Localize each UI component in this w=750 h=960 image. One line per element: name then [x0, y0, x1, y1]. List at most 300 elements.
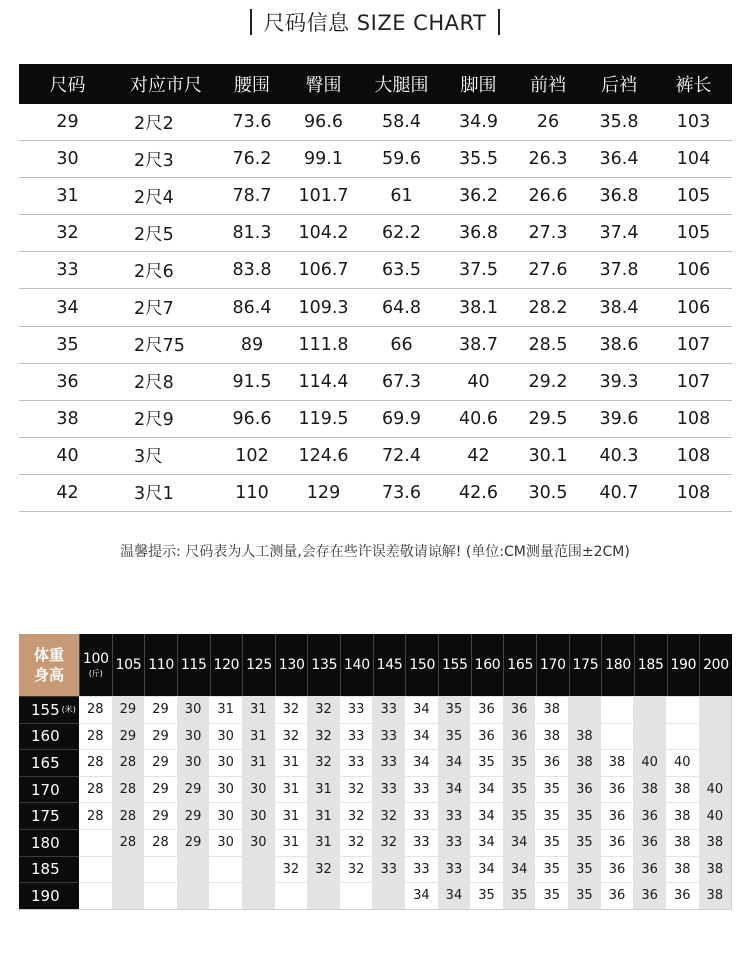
fit-table-header	[19, 634, 732, 696]
fit-table-cell: 28	[79, 723, 112, 750]
fit-table-cell: 30	[209, 723, 242, 750]
fit-table-cell	[242, 882, 275, 909]
fit-table-cell	[209, 882, 242, 909]
size-table-row	[19, 438, 732, 475]
fit-table-cell: 32	[372, 829, 405, 856]
size-table-row	[19, 104, 732, 141]
weight-value: 100	[82, 651, 109, 667]
size-table-cell: 30	[56, 149, 79, 170]
size-table-cell: 86.4	[232, 297, 272, 318]
fit-table-cell: 36	[601, 776, 634, 803]
fit-table-cell	[79, 882, 112, 909]
fit-table-corner	[19, 634, 79, 696]
weight-value: 165	[507, 657, 534, 673]
fit-table-row	[19, 776, 731, 803]
size-table	[19, 64, 732, 512]
fit-table-cell: 28	[112, 749, 145, 776]
size-chart-title	[0, 5, 750, 39]
size-table-cell: 27.6	[528, 260, 568, 281]
weight-column-header	[144, 634, 177, 696]
size-table-cell: 124.6	[298, 445, 349, 466]
fit-table-cell: 38	[666, 802, 699, 829]
size-table-cell: 38	[56, 408, 79, 429]
size-table-cell: 66	[390, 334, 413, 355]
fit-table-row	[19, 802, 731, 829]
size-table-cell: 39.6	[599, 408, 639, 429]
fit-table-cell: 40	[666, 749, 699, 776]
size-table-cell: 42	[467, 445, 490, 466]
size-table-cell: 42	[56, 482, 79, 503]
size-table-cell: 108	[676, 408, 711, 429]
fit-table-cell	[372, 882, 405, 909]
weight-column-header	[373, 634, 406, 696]
weight-column-header	[177, 634, 210, 696]
size-table-cell: 40.6	[459, 408, 498, 429]
size-table-cell: 40	[467, 371, 490, 392]
fit-table-cell	[633, 723, 666, 750]
fit-table-cell: 33	[405, 829, 438, 856]
fit-table-cell: 28	[112, 829, 145, 856]
size-table-header-cell: 腰围	[234, 75, 270, 96]
fit-table-cell: 36	[666, 882, 699, 909]
size-table-cell: 28.2	[528, 297, 568, 318]
size-table-cell: 28.5	[528, 334, 568, 355]
fit-table-cell: 32	[275, 856, 308, 883]
fit-table-cell: 31	[307, 776, 340, 803]
measurement-note: 温馨提示: 尺码表为人工测量,会存在些许误差敬请谅解! (单位:CM测量范围±2CM)	[120, 544, 630, 560]
height-row-header	[19, 776, 79, 803]
fit-table-cell: 36	[503, 696, 536, 723]
fit-table-cell: 30	[209, 776, 242, 803]
fit-table-cell	[633, 696, 666, 723]
weight-value: 140	[344, 657, 370, 673]
fit-table-row	[19, 749, 731, 776]
size-table-cell: 106	[676, 297, 711, 318]
size-table-cell: 29.5	[528, 408, 568, 429]
height-row-header	[19, 802, 79, 829]
fit-table-cell: 36	[601, 802, 634, 829]
size-table-cell: 104.2	[298, 223, 349, 244]
weight-value: 185	[637, 657, 664, 673]
fit-table-cell: 32	[307, 723, 340, 750]
fit-table-cell: 40	[633, 749, 666, 776]
fit-table-cell	[666, 696, 699, 723]
size-table-cell: 78.7	[232, 186, 272, 207]
fit-table-cell: 35	[503, 776, 536, 803]
weight-value: 105	[115, 657, 142, 673]
fit-table-cell: 34	[405, 723, 438, 750]
fit-table-cell: 29	[177, 776, 210, 803]
fit-table-cell: 32	[340, 776, 373, 803]
fit-table-cell: 35	[470, 749, 503, 776]
size-table-row	[19, 178, 732, 215]
fit-table-cell: 33	[405, 776, 438, 803]
size-table-cell: 2尺3	[134, 150, 174, 171]
size-table-cell: 3尺	[134, 447, 163, 468]
fit-table-cell: 33	[405, 802, 438, 829]
fit-table-cell	[601, 723, 634, 750]
fit-table-cell: 32	[340, 802, 373, 829]
size-table-cell: 39.3	[599, 371, 639, 392]
size-table-cell: 36.4	[599, 149, 639, 170]
size-table-row	[19, 141, 732, 178]
size-table-cell: 107	[676, 334, 711, 355]
fit-table-cell: 33	[372, 749, 405, 776]
fit-table-cell: 34	[470, 776, 503, 803]
size-table-cell: 26.3	[528, 149, 568, 170]
weight-value: 125	[246, 657, 272, 673]
size-table-row	[19, 215, 732, 252]
height-value: 175	[31, 807, 60, 826]
fit-table-cell: 30	[177, 749, 210, 776]
fit-table-cell	[177, 856, 210, 883]
size-table-header-cell: 对应市尺	[130, 75, 202, 96]
size-table-cell: 2尺7	[134, 299, 174, 320]
fit-table-cell	[79, 829, 112, 856]
corner-weight-label: 体重	[33, 646, 64, 664]
size-table-cell: 34.9	[459, 112, 498, 133]
fit-table-cell: 35	[503, 882, 536, 909]
size-table-cell: 101.7	[298, 186, 349, 207]
size-table-cell: 34	[56, 297, 79, 318]
weight-value: 180	[605, 657, 631, 673]
fit-table-cell: 33	[372, 856, 405, 883]
size-table-cell: 99.1	[304, 149, 343, 170]
weight-column-header	[405, 634, 438, 696]
size-table-row	[19, 401, 732, 438]
weight-value: 145	[376, 657, 403, 673]
size-table-cell: 114.4	[298, 371, 349, 392]
size-table-cell: 104	[676, 149, 711, 170]
size-table-cell: 91.5	[232, 371, 272, 392]
height-row-header	[19, 723, 79, 750]
fit-table-cell: 34	[470, 802, 503, 829]
fit-table-cell: 28	[79, 776, 112, 803]
fit-table-cell: 34	[438, 749, 471, 776]
size-table-cell: 40.7	[599, 482, 639, 503]
size-table-row	[19, 364, 732, 401]
fit-table-cell: 38	[699, 829, 732, 856]
fit-table-cell: 36	[633, 829, 666, 856]
size-table-cell: 109.3	[298, 297, 349, 318]
weight-column-header	[667, 634, 700, 696]
fit-table-cell: 38	[666, 856, 699, 883]
weight-unit: (斤)	[88, 669, 103, 678]
fit-table-cell: 33	[340, 723, 373, 750]
size-table-cell: 81.3	[232, 223, 272, 244]
size-table-row	[19, 475, 732, 512]
fit-table-cell: 34	[470, 856, 503, 883]
fit-table-cell	[112, 882, 145, 909]
fit-table-cell: 38	[535, 723, 568, 750]
size-table-body	[19, 104, 732, 512]
fit-table-cell: 36	[470, 723, 503, 750]
height-row-header	[19, 882, 79, 909]
size-table-cell: 69.9	[382, 408, 421, 429]
fit-table-cell: 38	[633, 776, 666, 803]
fit-table-cell: 28	[112, 776, 145, 803]
fit-table-cell: 33	[438, 802, 471, 829]
weight-value: 155	[441, 657, 468, 673]
fit-table-cell: 33	[438, 829, 471, 856]
weight-value: 175	[572, 657, 599, 673]
fit-table-cell: 33	[372, 723, 405, 750]
size-table-row	[19, 327, 732, 364]
size-table-cell: 36.8	[599, 186, 639, 207]
fit-table-cell: 31	[209, 696, 242, 723]
fit-table-cell: 40	[699, 802, 732, 829]
fit-table-cell	[209, 856, 242, 883]
fit-table-cell: 36	[568, 776, 601, 803]
fit-table-cell: 33	[340, 749, 373, 776]
size-table-cell: 96.6	[232, 408, 272, 429]
fit-table-cell: 34	[503, 856, 536, 883]
fit-table-cell: 28	[112, 802, 145, 829]
size-table-cell: 35	[56, 334, 79, 355]
fit-table-cell: 28	[79, 749, 112, 776]
size-table-cell: 30.5	[528, 482, 568, 503]
fit-table-cell: 32	[275, 723, 308, 750]
size-table-cell: 38.7	[459, 334, 498, 355]
size-table-cell: 38.1	[459, 297, 498, 318]
size-table-cell: 83.8	[232, 260, 272, 281]
height-row-header	[19, 829, 79, 856]
fit-table-cell: 34	[405, 749, 438, 776]
weight-column-header	[536, 634, 569, 696]
fit-table-cell	[79, 856, 112, 883]
weight-value: 115	[180, 657, 207, 673]
weight-column-header	[210, 634, 243, 696]
page-title: 尺码信息 SIZE CHART	[263, 11, 487, 35]
weight-value: 190	[670, 657, 697, 673]
weight-value: 120	[213, 657, 240, 673]
height-value: 160	[31, 727, 60, 746]
fit-table-cell	[112, 856, 145, 883]
fit-table-cell	[144, 856, 177, 883]
fit-table-cell: 31	[275, 829, 308, 856]
fit-table-row	[19, 882, 731, 909]
height-value: 185	[31, 860, 60, 879]
fit-table-cell: 29	[144, 696, 177, 723]
size-table-cell: 2尺5	[134, 224, 174, 245]
fit-table-cell: 38	[666, 829, 699, 856]
fit-table-cell: 31	[275, 749, 308, 776]
size-table-cell: 42.6	[459, 482, 498, 503]
size-table-cell: 3尺1	[134, 484, 174, 505]
height-value: 170	[31, 780, 60, 799]
weight-column-header	[307, 634, 340, 696]
fit-table-cell: 35	[568, 882, 601, 909]
size-table-header-cell: 臀围	[305, 75, 342, 96]
fit-table-cell: 35	[438, 723, 471, 750]
fit-table-cell	[601, 696, 634, 723]
size-table-cell: 26	[536, 112, 560, 133]
size-table-cell: 111.8	[298, 334, 349, 355]
size-table-cell: 36	[56, 371, 79, 392]
size-table-cell: 37.8	[599, 260, 639, 281]
weight-column-header	[569, 634, 602, 696]
height-value: 190	[31, 886, 60, 905]
size-table-cell: 59.6	[382, 149, 421, 170]
size-table-cell: 58.4	[382, 112, 421, 133]
fit-table-cell	[307, 882, 340, 909]
size-table-cell: 2尺75	[134, 336, 185, 357]
size-table-cell: 35.5	[459, 149, 498, 170]
fit-table-cell: 35	[568, 829, 601, 856]
fit-table-cell: 29	[144, 723, 177, 750]
size-table-cell: 76.2	[232, 149, 272, 170]
size-table-header-cell: 前裆	[530, 75, 566, 96]
size-table-cell: 103	[676, 112, 711, 133]
fit-table-cell: 34	[405, 696, 438, 723]
fit-table-cell: 38	[699, 856, 732, 883]
size-table-row	[19, 289, 732, 326]
size-table-cell: 2尺2	[134, 113, 174, 134]
fit-table-cell: 36	[601, 856, 634, 883]
fit-table-cell: 28	[144, 829, 177, 856]
fit-table-cell: 36	[503, 723, 536, 750]
weight-column-header	[112, 634, 145, 696]
fit-table-cell: 29	[144, 749, 177, 776]
fit-table-cell	[568, 696, 601, 723]
fit-table-cell: 28	[79, 696, 112, 723]
fit-table-cell: 31	[307, 829, 340, 856]
size-table-cell: 2尺4	[134, 187, 174, 208]
size-table-header-cell: 脚围	[460, 75, 497, 96]
size-table-cell: 106	[676, 260, 711, 281]
weight-value: 135	[311, 657, 338, 673]
fit-table-cell: 31	[242, 749, 275, 776]
fit-table-cell: 36	[535, 749, 568, 776]
weight-column-header	[634, 634, 667, 696]
fit-table-cell: 36	[633, 882, 666, 909]
size-table-cell: 119.5	[298, 408, 349, 429]
fit-table-cell: 31	[307, 802, 340, 829]
weight-value: 170	[539, 657, 566, 673]
fit-table-cell: 35	[535, 776, 568, 803]
size-table-cell: 37.4	[599, 223, 639, 244]
fit-table-cell: 34	[470, 829, 503, 856]
fit-table-cell: 32	[307, 696, 340, 723]
fit-table-cell: 29	[144, 802, 177, 829]
size-table-cell: 73.6	[232, 112, 272, 133]
size-table-cell: 106.7	[298, 260, 349, 281]
weight-column-header	[601, 634, 634, 696]
fit-table-cell	[666, 723, 699, 750]
height-value: 165	[31, 753, 60, 772]
size-table-cell: 29	[56, 112, 79, 133]
fit-table-cell: 38	[601, 749, 634, 776]
fit-table-cell	[340, 882, 373, 909]
fit-table-cell: 29	[112, 696, 145, 723]
size-table-cell: 105	[676, 186, 711, 207]
fit-table-cell: 32	[372, 802, 405, 829]
fit-table-cell: 32	[307, 749, 340, 776]
weight-value: 110	[148, 657, 175, 673]
fit-table-cell: 40	[699, 776, 732, 803]
size-table-cell: 31	[56, 186, 79, 207]
weight-column-header	[275, 634, 308, 696]
size-table-cell: 73.6	[382, 482, 421, 503]
fit-table-cell: 35	[568, 802, 601, 829]
fit-table	[19, 634, 732, 909]
fit-table-cell: 34	[438, 776, 471, 803]
size-table-header-cell: 后裆	[601, 75, 637, 96]
size-table-cell: 108	[676, 482, 711, 503]
fit-table-cell: 30	[177, 723, 210, 750]
fit-table-cell	[699, 696, 732, 723]
size-table-cell: 107	[676, 371, 711, 392]
size-table-cell: 29.2	[528, 371, 568, 392]
fit-table-cell: 32	[340, 856, 373, 883]
size-table-header-cell: 尺码	[49, 75, 86, 96]
weight-column-header	[471, 634, 504, 696]
fit-table-cell: 35	[470, 882, 503, 909]
size-table-cell: 64.8	[382, 297, 421, 318]
fit-table-body	[19, 696, 732, 910]
fit-table-cell	[699, 723, 732, 750]
fit-table-cell: 36	[470, 696, 503, 723]
size-table-cell: 105	[676, 223, 711, 244]
fit-table-cell: 29	[177, 829, 210, 856]
fit-table-cell: 29	[177, 802, 210, 829]
size-table-cell: 38.6	[599, 334, 639, 355]
fit-table-cell: 32	[307, 856, 340, 883]
size-table-cell: 2尺6	[134, 261, 174, 282]
size-table-cell: 72.4	[382, 445, 421, 466]
fit-table-cell: 32	[275, 696, 308, 723]
size-table-cell: 32	[56, 223, 79, 244]
size-table-cell: 63.5	[382, 260, 421, 281]
weight-column-header	[438, 634, 471, 696]
fit-table-cell	[177, 882, 210, 909]
weight-value: 130	[278, 657, 305, 673]
fit-table-cell: 34	[503, 829, 536, 856]
fit-table-cell: 32	[340, 829, 373, 856]
weight-column-header	[242, 634, 275, 696]
weight-column-header	[340, 634, 373, 696]
fit-table-cell: 31	[242, 696, 275, 723]
fit-table-cell: 33	[438, 856, 471, 883]
fit-table-cell: 36	[633, 856, 666, 883]
fit-table-cell: 33	[372, 776, 405, 803]
fit-table-cell: 30	[209, 829, 242, 856]
size-table-cell: 40.3	[599, 445, 639, 466]
fit-table-cell: 31	[242, 723, 275, 750]
fit-table-cell: 33	[372, 696, 405, 723]
size-table-cell: 35.8	[599, 112, 639, 133]
size-table-cell: 61	[390, 186, 413, 207]
fit-table-cell: 38	[699, 882, 732, 909]
size-table-cell: 40	[56, 445, 79, 466]
size-table-cell: 110	[235, 482, 269, 503]
size-table-cell: 36.8	[459, 223, 498, 244]
fit-table-cell: 35	[535, 882, 568, 909]
fit-table-cell: 36	[601, 829, 634, 856]
fit-table-cell: 36	[601, 882, 634, 909]
fit-table-cell: 34	[405, 882, 438, 909]
height-value: 180	[31, 833, 60, 852]
weight-column-header	[699, 634, 732, 696]
size-table-cell: 36.2	[459, 186, 498, 207]
weight-column-header	[79, 634, 112, 696]
fit-table-cell: 34	[438, 882, 471, 909]
fit-table-row	[19, 829, 731, 856]
fit-table-cell: 30	[242, 829, 275, 856]
fit-table-cell: 35	[535, 829, 568, 856]
fit-table-row	[19, 696, 731, 723]
size-table-cell: 108	[676, 445, 711, 466]
